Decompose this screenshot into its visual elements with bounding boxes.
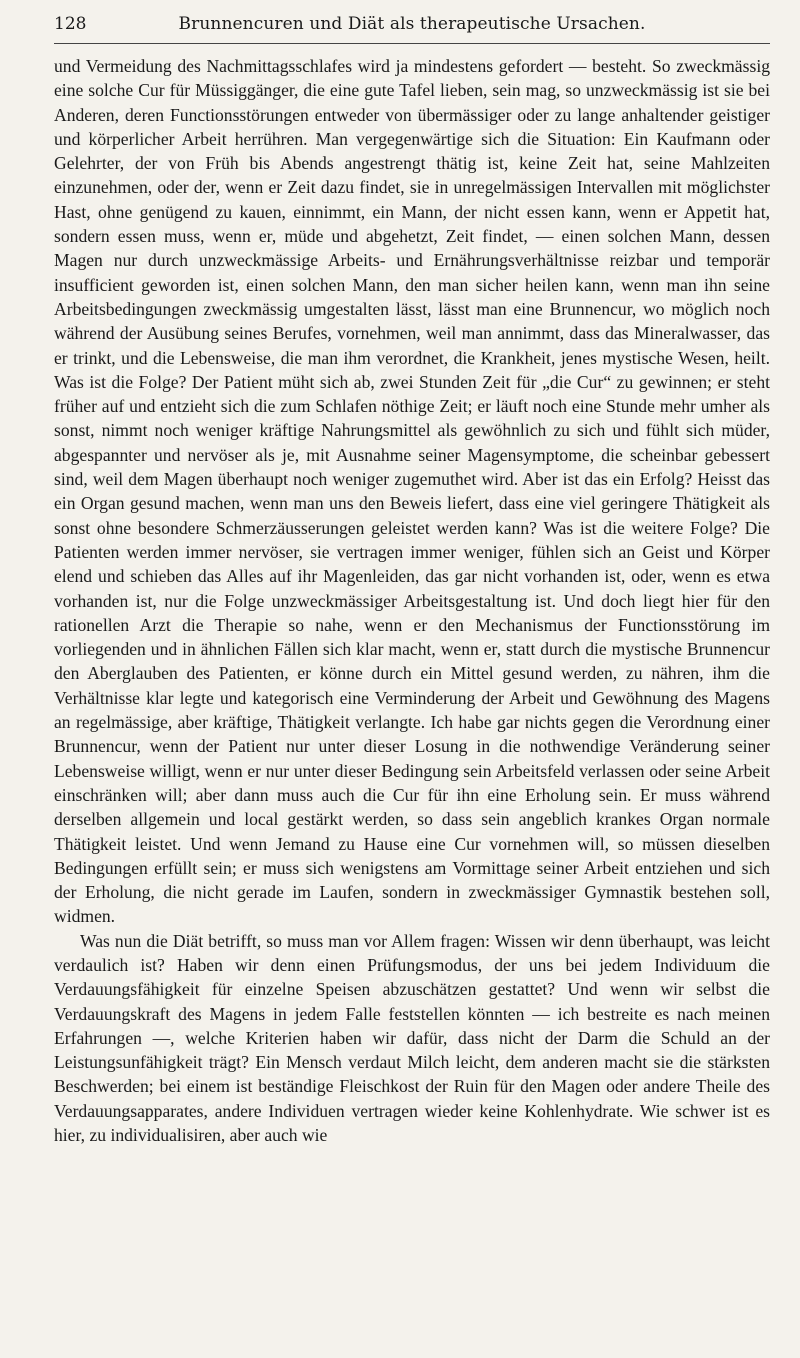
page-number: 128 [54, 14, 87, 34]
running-title: Brunnencuren und Diät als therapeutische Ursachen. [178, 14, 646, 34]
body-text [54, 54, 770, 1147]
paragraph-2: Was nun die Diät betrifft, so muss man vor Allem fragen: Wissen wir denn überhaupt, was leicht verdaulich ist? Haben wir denn einen Prüfungsmodus, der uns bei jedem Individuum die Verdauungsfähigkeit für einzelne Speisen abzuschätzen gestattet? Und wenn wir selbst die Verdauungskraft des Magens in jedem Falle feststellen könnten — ich bestreite es nach meinen Erfahrungen —, welche Kriterien haben wir dafür, dass nicht der Darm die Schuld an der Leistungsunfähigkeit trägt? Ein Mensch verdaut Milch leicht, dem anderen macht sie die stärksten Beschwerden; bei einem ist beständige Fleischkost der Ruin für den Magen oder andere Theile des Verdauungsapparates, andere Individuen vertragen wieder keine Kohlenhydrate. Wie schwer ist es hier, zu individualisiren, aber auch wie [54, 930, 770, 1146]
running-head [54, 14, 770, 44]
paragraph-1: und Vermeidung des Nachmittagsschlafes wird ja mindestens gefordert — besteht. So zweckmässig eine solche Cur für Müssiggänger, die eine gute Tafel lieben, sein mag, so unzweckmässig ist sie bei Anderen, deren Functionsstörungen entweder von übermässiger oder zu lange anhaltender geistiger und körperlicher Arbeit herrühren. Man vergegenwärtige sich die Situation: Ein Kaufmann oder Gelehrter, der von Früh bis Abends angestrengt thätig ist, keine Zeit hat, seine Mahlzeiten einzunehmen, oder der, wenn er Zeit dazu findet, sie in unregelmässigen Intervallen mit möglichster Hast, ohne genügend zu kauen, einnimmt, ein Mann, der nicht essen kann, wenn er Appetit hat, sondern essen muss, wenn er, müde und abgehetzt, Zeit findet, — einen solchen Mann, dessen Magen nur durch unzweckmässige Arbeits- und Ernährungsverhältnisse reizbar und temporär insufficient geworden ist, einen solchen Mann, den man sicher heilen kann, wenn man ihn seine Arbeitsbedingungen zweckmässig umgestalten lässt, lässt man eine Brunnencur, wo möglich noch während der Ausübung seines Berufes, vornehmen, weil man annimmt, dass das Mineralwasser, das er trinkt, und die Lebensweise, die man ihm verordnet, die Krankheit, jenes mystische Wesen, heilt. Was ist die Folge? Der Patient müht sich ab, zwei Stunden Zeit für „die Cur“ zu gewinnen; er steht früher auf und entzieht sich die zum Schlafen nöthige Zeit; er läuft noch eine Stunde mehr umher als sonst, nimmt noch weniger kräftige Nahrungsmittel als gewöhnlich zu sich und fühlt sich müder, abgespannter und nervöser als je, mit Ausnahme seiner Magensymptome, die scheinbar gebessert sind, weil dem Magen überhaupt noch weniger zugemuthet wird. Aber ist das ein Erfolg? Heisst das ein Organ gesund machen, wenn man uns den Beweis liefert, dass eine viel geringere Thätigkeit als sonst ohne besondere Schmerzäusserungen geleistet werden kann? Was ist die weitere Folge? Die Patienten werden immer nervöser, sie vertragen immer weniger, fühlen sich an Geist und Körper elend und schieben das Alles auf ihr Magenleiden, das gar nicht vorhanden ist, oder, wenn es etwa vorhanden ist, nur die Folge unzweckmässiger Arbeitsgestaltung ist. Und doch liegt hier für den rationellen Arzt die Therapie so nahe, wenn er den Mechanismus der Functionsstörung im vorliegenden und in ähnlichen Fällen sich klar macht, wenn er, statt durch die mystische Brunnencur den Aberglauben des Patienten, er könne durch ein Mittel gesund werden, zu nähren, ihm die Verhältnisse klar legte und kategorisch eine Verminderung der Arbeit und Gewöhnung des Magens an regelmässige, aber kräftige, Thätigkeit verlangte. Ich habe gar nichts gegen die Verordnung einer Brunnencur, wenn der Patient nur unter dieser Losung in die nothwendige Veränderung seiner Lebensweise willigt, wenn er nur unter dieser Bedingung sein Arbeitsfeld verlassen oder seine Arbeit einschränken will; aber dann muss auch die Cur für ihn eine Erholung sein. Er muss während derselben allgemein und local gestärkt werden, so dass sein angeblich krankes Organ normale Thätigkeit leistet. Und wenn Jemand zu Hause eine Cur vornehmen will, so müssen dieselben Bedingungen erfüllt sein; er muss sich wenigstens am Vormittage seiner Arbeit entziehen und sich der Erholung, die nicht gerade im Laufen, sondern in zweckmässiger Gymnastik bestehen soll, widmen. [54, 56, 770, 927]
